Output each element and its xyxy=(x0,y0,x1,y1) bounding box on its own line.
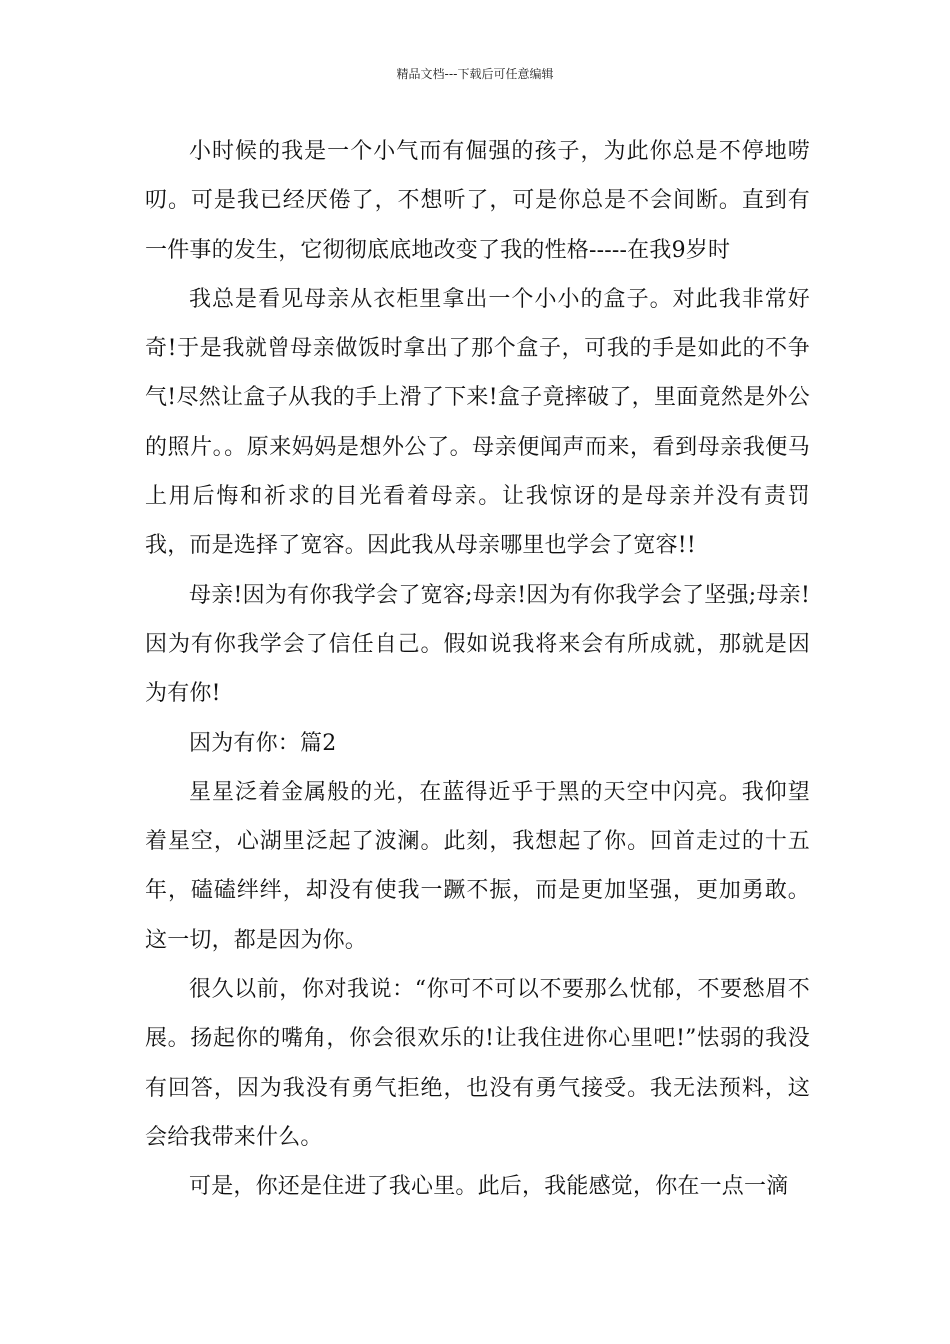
paragraph: 很久以前，你对我说：“你可不可以不要那么忧郁，不要愁眉不展。扬起你的嘴角，你会很欢乐的!让我住进你心里吧!”怯弱的我没有回答，因为我没有勇气拒绝，也没有勇气接受。我无法预料，这会给我带来什么。 xyxy=(145,977,810,1150)
paragraph: 可是，你还是住进了我心里。此后，我能感觉，你在一点一滴 xyxy=(189,1174,789,1200)
page-header: 精品文档---下载后可任意编辑 xyxy=(396,67,554,81)
document-body xyxy=(145,127,810,1212)
paragraph: 我总是看见母亲从衣柜里拿出一个小小的盒子。对此我非常好奇!于是我就曾母亲做饭时拿出了那个盒子，可我的手是如此的不争气!尽然让盒子从我的手上滑了下来!盒子竟摔破了，里面竟然是外公的照片。。原来妈妈是想外公了。母亲便闻声而来，看到母亲我便马上用后悔和祈求的目光看着母亲。让我惊讶的是母亲并没有责罚我，而是选择了宽容。因此我从母亲哪里也学会了宽容!! xyxy=(145,286,810,559)
paragraph: 母亲!因为有你我学会了宽容;母亲!因为有你我学会了坚强;母亲!因为有你我学会了信任自己。假如说我将来会有所成就，那就是因为有你! xyxy=(145,582,810,707)
paragraph: 小时候的我是一个小气而有倔强的孩子，为此你总是不停地唠叨。可是我已经厌倦了，不想听了，可是你总是不会间断。直到有一件事的发生，它彻彻底底地改变了我的性格-----在我9岁时 xyxy=(145,139,810,263)
paragraph: 星星泛着金属般的光，在蓝得近乎于黑的天空中闪亮。我仰望着星空，心湖里泛起了波澜。此刻，我想起了你。回首走过的十五年，磕磕绊绊，却没有使我一蹶不振，而是更加坚强，更加勇敢。这一切，都是因为你。 xyxy=(145,779,810,953)
section-heading: 因为有你：篇2 xyxy=(189,730,337,756)
